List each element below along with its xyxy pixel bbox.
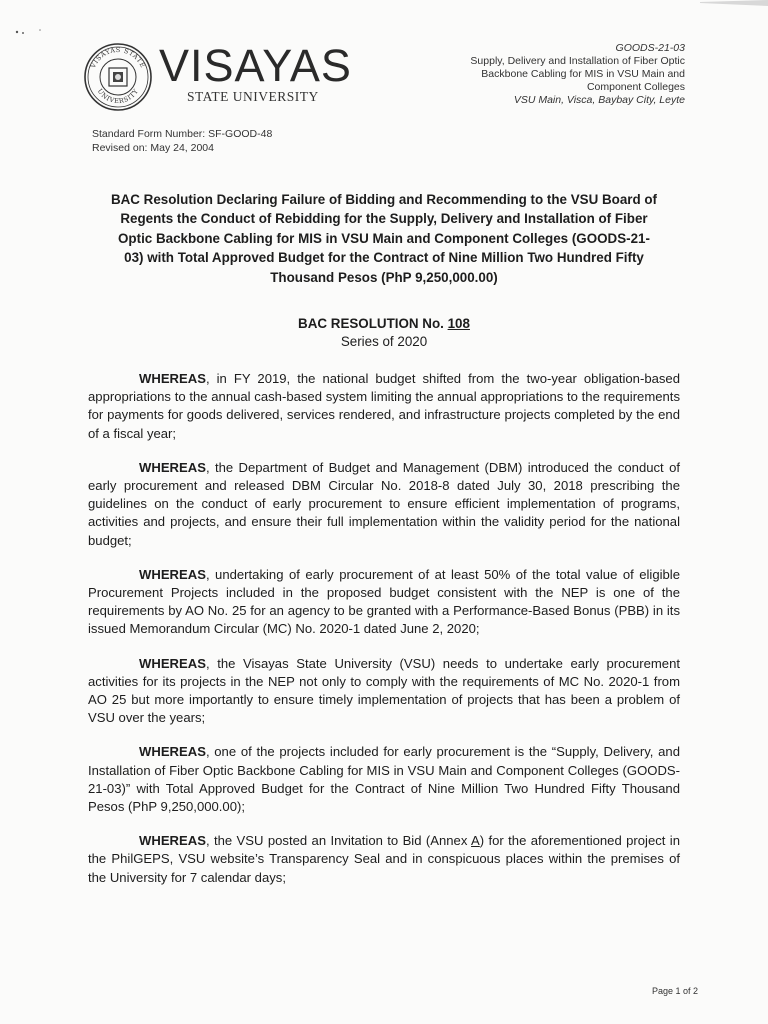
- project-code: GOODS-21-03: [615, 42, 685, 54]
- whereas-paragraph-2: [88, 459, 680, 550]
- annex-reference: A: [471, 833, 480, 849]
- title-line-1: BAC Resolution Declaring Failure of Bidding and Recommending to the VSU Board of: [110, 192, 658, 207]
- whereas-paragraph-5: [88, 743, 680, 816]
- title-line-4: 03) with Total Approved Budget for the Contract of Nine Million Two Hundred Fifty: [124, 250, 644, 266]
- scan-edge-shadow: [700, 0, 768, 6]
- project-name-line-2: Backbone Cabling for MIS in VSU Main and: [481, 68, 685, 80]
- resolution-heading: [88, 315, 680, 351]
- whereas-paragraph-1: [88, 370, 680, 443]
- resolution-body: [88, 370, 680, 903]
- project-reference-block: [405, 42, 685, 107]
- whereas-label: WHEREAS: [139, 371, 206, 386]
- svg-text:VISAYAS STATE: VISAYAS STATE: [88, 45, 148, 70]
- scan-speck-marks: [14, 28, 44, 36]
- form-info: [92, 127, 272, 155]
- paragraph-text: ) for the aforementioned project in the PhilGEPS, VSU website’s Transparency Seal and in conspicuous places within the premises of the University for 7 calendar days;: [88, 833, 680, 885]
- title-line-5: Thousand Pesos (PhP 9,250,000.00): [270, 269, 498, 285]
- paragraph-text: , one of the projects included for early procurement is the “Supply, Delivery, and Installation of Fiber Optic Backbone Cabling for MIS in VSU Main and Component Colleges (GOODS-21-03)” with Total Approved Budget for the Contract of Nine Million Two Hundred Fifty Thousand Pesos (PhP 9,250,000.00);: [88, 744, 680, 815]
- document-title: [88, 190, 680, 287]
- whereas-paragraph-4: [88, 655, 680, 728]
- paragraph-text: , undertaking of early procurement of at least 50% of the total value of eligible Procurement Projects included in the proposed budget consistent with the NEP is one of the requirements by AO No. 25 for an agency to be granted with a Performance-Based Bonus (PBB) in its issued Memorandum Circular (MC) No. 2020-1 dated June 2, 2020;: [88, 566, 680, 637]
- whereas-label: WHEREAS: [139, 655, 206, 671]
- paragraph-text: , the VSU posted an Invitation to Bid (Annex: [205, 833, 472, 849]
- title-line-2: Regents the Conduct of Rebidding for the Supply, Delivery and Installation of Fiber: [120, 211, 648, 227]
- paragraph-text: , in FY 2019, the national budget shifted from the two-year obligation-based appropriations to the annual cash-based system limiting the annual appropriations to the requirements for payments for goods delivered, services rendered, and infrastructure projects completed by the end of a fiscal year;: [88, 371, 680, 441]
- svg-text:UNIVERSITY: UNIVERSITY: [95, 87, 141, 106]
- resolution-label: BAC RESOLUTION No.: [298, 316, 444, 331]
- whereas-paragraph-3: [88, 566, 680, 639]
- project-name-line-1: Supply, Delivery and Installation of Fiber Optic: [470, 55, 685, 67]
- whereas-label: WHEREAS: [139, 566, 206, 582]
- revised-date: Revised on: May 24, 2004: [92, 142, 214, 154]
- whereas-paragraph-6: [88, 832, 680, 887]
- standard-form-number: Standard Form Number: SF-GOOD-48: [92, 128, 273, 140]
- whereas-label: WHEREAS: [139, 459, 206, 475]
- resolution-number-line: [88, 315, 680, 333]
- university-seal-icon: [83, 42, 153, 112]
- whereas-label: WHEREAS: [139, 744, 206, 760]
- paragraph-text: , the Visayas State University (VSU) needs to undertake early procurement activities for its projects in the NEP not only to comply with the requirements of MC No. 2020-1 from AO 25 but more importantly to ensure timely implementation of projects that has been a problem of VSU over the years;: [88, 655, 680, 726]
- paragraph-text: , the Department of Budget and Management (DBM) introduced the conduct of early procurement and released DBM Circular No. 2018-8 dated July 30, 2018 prescribing the guidelines on the conduct of early procurement to ensure efficient implementation of programs, activities and projects, and ensure their full implementation within the validity period for the national budget;: [88, 459, 680, 548]
- title-line-3: Optic Backbone Cabling for MIS in VSU Main and Component Colleges (GOODS-21-: [118, 230, 650, 246]
- project-location: VSU Main, Visca, Baybay City, Leyte: [513, 94, 685, 106]
- resolution-number: 108: [447, 316, 470, 331]
- project-name-line-3: Component Colleges: [586, 81, 685, 93]
- university-logo-wordmark: VISAYAS: [159, 40, 352, 91]
- page-number: Page 1 of 2: [651, 986, 698, 996]
- whereas-label: WHEREAS: [139, 833, 206, 849]
- resolution-series: Series of 2020: [340, 334, 428, 349]
- university-logo-subtitle: STATE UNIVERSITY: [187, 89, 319, 104]
